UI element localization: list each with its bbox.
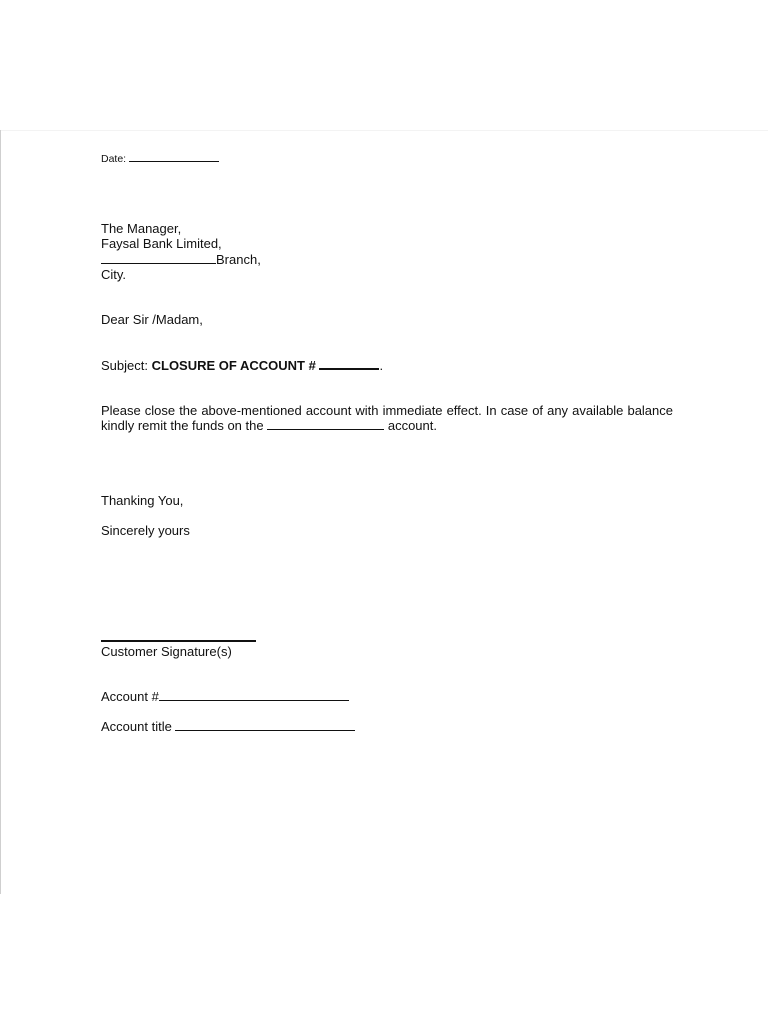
body-paragraph (101, 403, 673, 433)
closing-sincerely: Sincerely yours (101, 523, 190, 538)
subject-line (101, 357, 383, 373)
page-top-edge (0, 130, 768, 131)
account-number-blank (159, 689, 349, 701)
account-title-blank (175, 719, 355, 731)
body-text-2: account. (387, 418, 437, 433)
date-label: Date: (101, 153, 127, 165)
closing-thanks: Thanking You, (101, 493, 184, 508)
subject-account-blank (319, 357, 379, 370)
subject-end: . (379, 358, 384, 373)
account-title-label: Account title (101, 719, 172, 734)
addressee-branch-line (101, 252, 261, 267)
addressee-bank: Faysal Bank Limited, (101, 236, 222, 251)
addressee-city: City. (101, 267, 127, 282)
subject-text: CLOSURE OF ACCOUNT # (151, 358, 316, 373)
salutation: Dear Sir /Madam, (101, 312, 203, 327)
body-text-1: Please close the above-mentioned account with immediate effect. In case of any available balance kindly remit the funds on the (101, 403, 673, 433)
funds-account-blank (267, 418, 384, 430)
branch-label: Branch, (216, 252, 261, 267)
account-number-line (101, 689, 349, 704)
page-left-edge (0, 130, 1, 894)
branch-blank (101, 252, 216, 264)
signature-label: Customer Signature(s) (101, 644, 232, 659)
date-blank (129, 150, 219, 162)
account-title-line (101, 719, 355, 734)
date-line (101, 150, 219, 167)
account-number-label: Account # (101, 689, 159, 704)
signature-line (101, 640, 256, 642)
subject-label: Subject: (101, 358, 148, 373)
addressee-manager: The Manager, (101, 221, 182, 236)
